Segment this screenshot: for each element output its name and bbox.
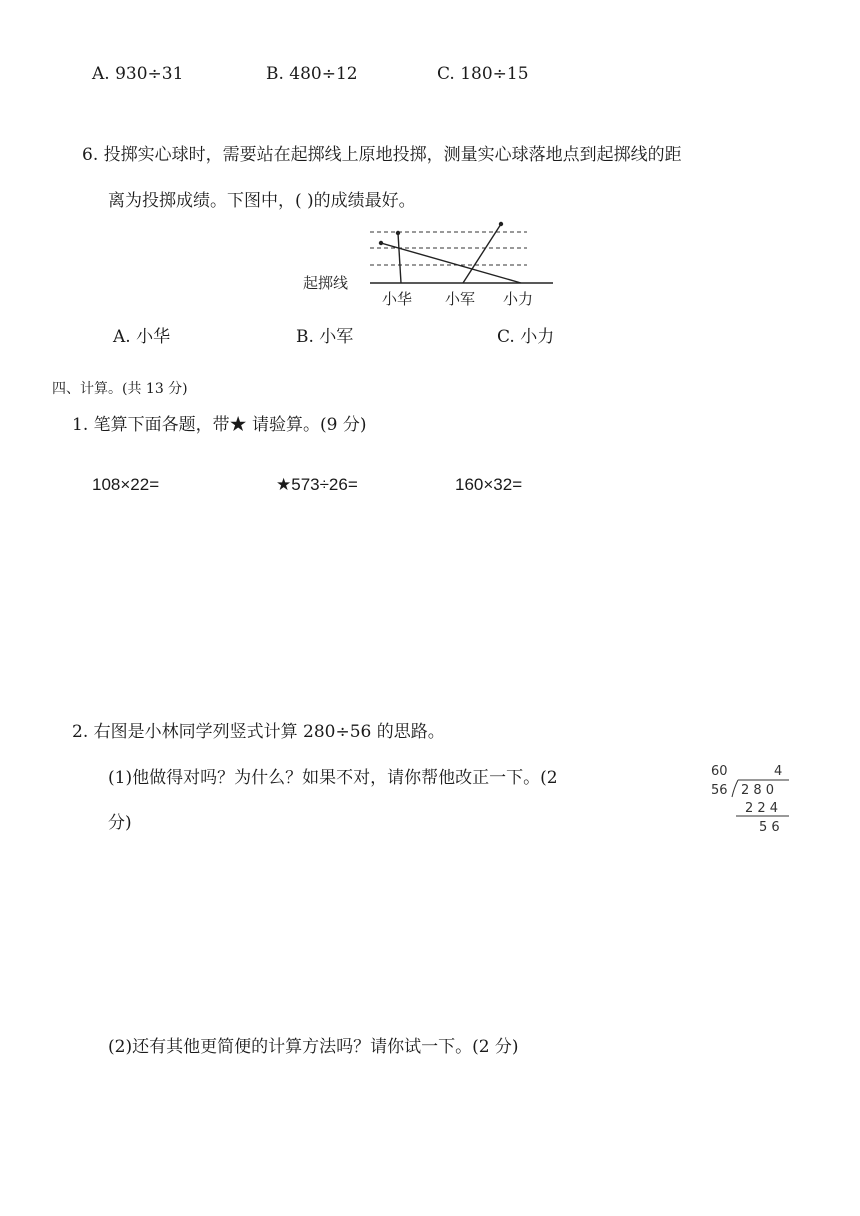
q6-text-line2: 离为投掷成绩。下图中，( )的成绩最好。: [108, 191, 416, 211]
xiaojun-label: 小军: [445, 290, 476, 308]
xiaoli-throw-path: [381, 243, 521, 283]
division-product: 2 2 4: [745, 801, 779, 816]
q6-option-b: B. 小军: [296, 327, 354, 347]
calc-expr-1: 108×22=: [92, 475, 160, 494]
division-quotient: 4: [774, 764, 783, 779]
xiaojun-landing-point: [499, 222, 503, 226]
prev-option-c: C. 180÷15: [437, 64, 529, 84]
long-division-figure: [706, 760, 806, 840]
division-dividend: 2 8 0: [741, 783, 775, 798]
calc-q1-text: 1. 笔算下面各题，带★ 请验算。(9 分): [72, 415, 367, 435]
prev-option-b: B. 480÷12: [266, 64, 358, 84]
calc-expr-2: ★573÷26=: [276, 475, 358, 494]
xiaohua-landing-point: [396, 231, 400, 235]
xiaojun-throw-path: [463, 224, 501, 283]
division-divisor: 56: [711, 783, 728, 798]
calc-q2-sub1-line1: (1)他做得对吗？为什么？如果不对，请你帮他改正一下。(2: [108, 768, 558, 788]
prev-option-a: A. 930÷31: [92, 64, 184, 84]
xiaoli-label: 小力: [503, 290, 534, 308]
calc-q2-sub1-line2: 分): [108, 813, 132, 833]
q6-option-a: A. 小华: [113, 327, 171, 347]
throw-line-label: 起掷线: [303, 274, 349, 292]
division-estimate: 60: [711, 764, 728, 779]
xiaohua-throw-path: [398, 233, 401, 283]
division-remainder: 5 6: [759, 820, 780, 835]
xiaoli-landing-point: [379, 241, 383, 245]
throw-line-figure: [295, 215, 565, 315]
q6-text-line1: 6. 投掷实心球时，需要站在起掷线上原地投掷，测量实心球落地点到起掷线的距: [82, 145, 682, 165]
calc-q2-sub2: (2)还有其他更简便的计算方法吗？请你试一下。(2 分): [108, 1037, 519, 1057]
q6-option-c: C. 小力: [497, 327, 555, 347]
xiaohua-label: 小华: [382, 290, 413, 308]
section-four-title: 四、计算。(共 13 分): [52, 381, 188, 397]
calc-q2-intro: 2. 右图是小林同学列竖式计算 280÷56 的思路。: [72, 722, 445, 742]
calc-expr-3: 160×32=: [455, 475, 523, 494]
division-bracket: [732, 780, 738, 797]
